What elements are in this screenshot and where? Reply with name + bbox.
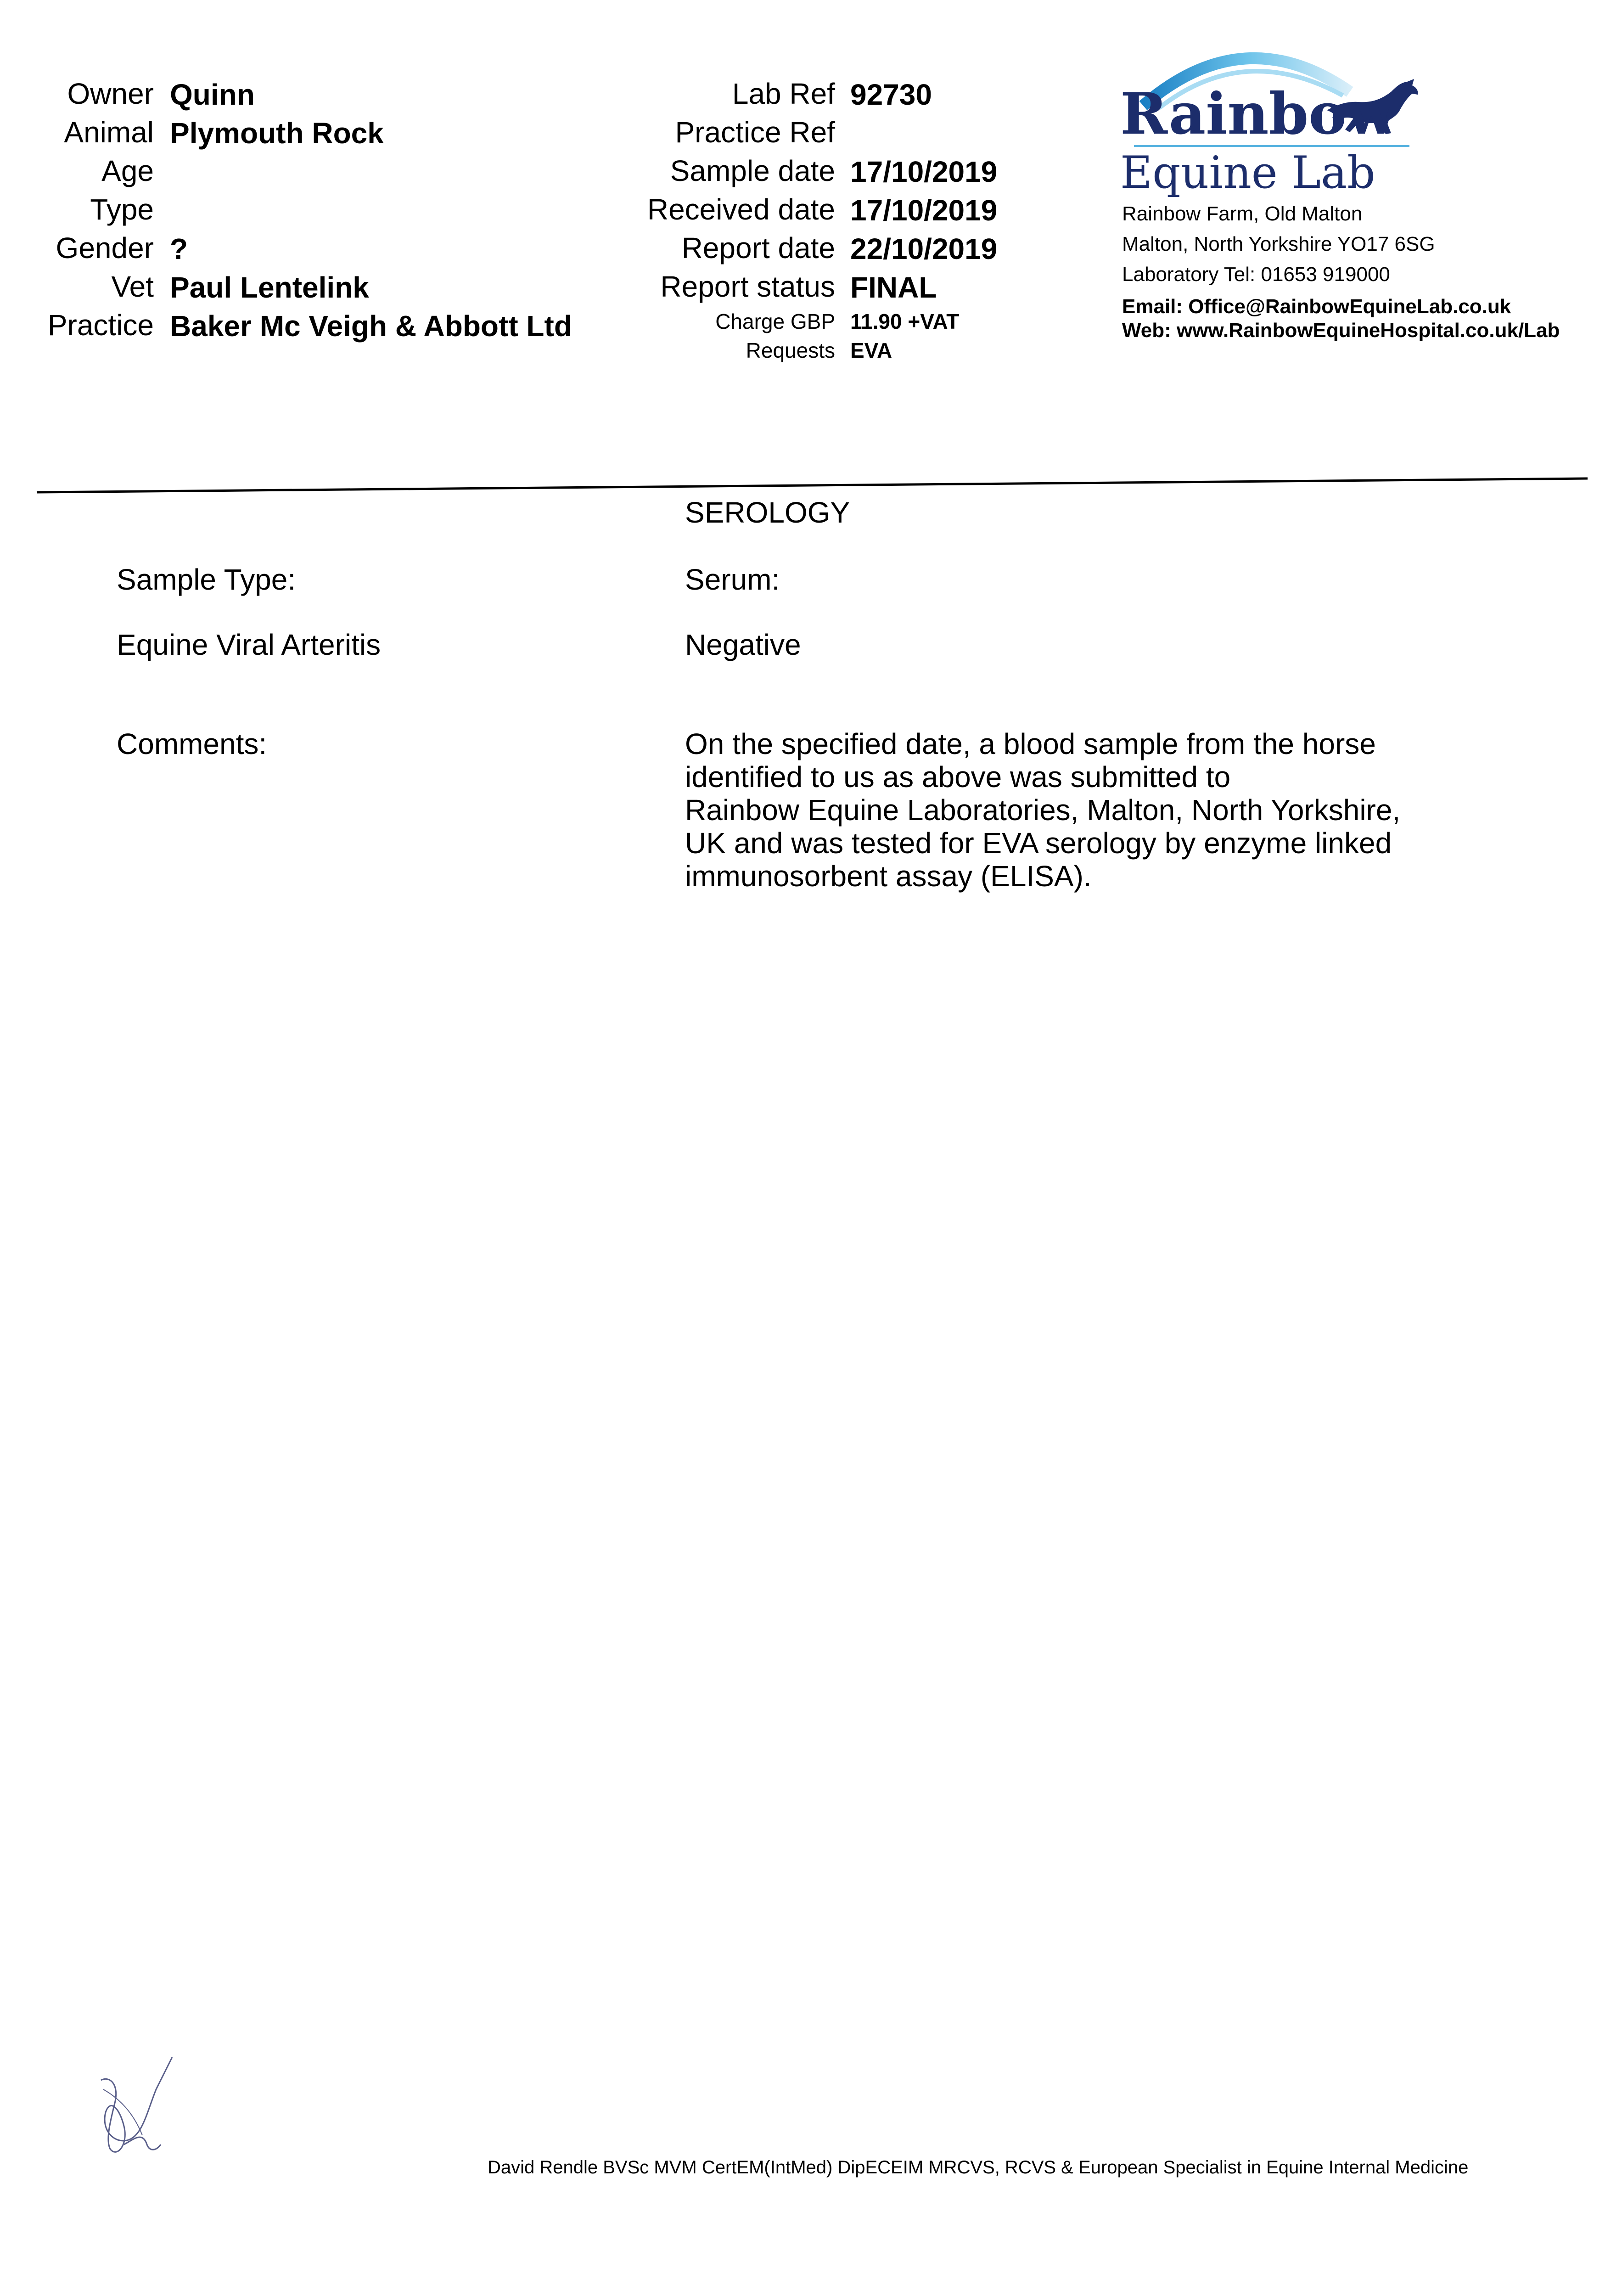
section-title: SEROLOGY: [685, 496, 850, 529]
report-date-value: 22/10/2019: [850, 232, 998, 265]
owner-label: Owner: [67, 77, 154, 110]
report-status-label: Report status: [660, 270, 835, 303]
vet-value: Paul Lentelink: [170, 271, 369, 304]
address-line-2: Malton, North Yorkshire YO17 6SG: [1122, 233, 1435, 255]
comments-label: Comments:: [117, 727, 267, 760]
test-name: Equine Viral Arteritis: [117, 628, 381, 661]
comment-line: UK and was tested for EVA serology by enzyme linked: [685, 827, 1392, 860]
received-date-label: Received date: [647, 193, 835, 226]
handwritten-signature: [92, 2053, 184, 2163]
lab-ref-value: 92730: [850, 78, 932, 111]
comment-line: identified to us as above was submitted to: [685, 760, 1231, 793]
animal-value: Plymouth Rock: [170, 117, 384, 150]
signatory-credentials: David Rendle BVSc MVM CertEM(IntMed) DipECEIM MRCVS, RCVS & European Specialist in Equine Internal Medicine: [488, 2157, 1469, 2178]
sample-type-label: Sample Type:: [117, 563, 296, 596]
report-status-value: FINAL: [850, 271, 937, 304]
comments-text: [685, 727, 1465, 893]
animal-label: Animal: [64, 116, 154, 149]
owner-value: Quinn: [170, 78, 255, 111]
address-line-1: Rainbow Farm, Old Malton: [1122, 203, 1363, 225]
lab-web-link[interactable]: Web: www.RainbowEquineHospital.co.uk/Lab: [1122, 319, 1560, 342]
comment-line: immunosorbent assay (ELISA).: [685, 860, 1092, 893]
gender-label: Gender: [56, 231, 154, 264]
report-date-label: Report date: [681, 231, 835, 264]
sample-type-value: Serum:: [685, 563, 780, 596]
sample-date-value: 17/10/2019: [850, 155, 998, 188]
lab-ref-label: Lab Ref: [732, 77, 835, 110]
test-result: Negative: [685, 628, 801, 661]
sample-date-label: Sample date: [670, 154, 835, 187]
logo-rainbow: Rainbow: [1120, 81, 1396, 147]
logo-equine-lab: Equine Lab: [1120, 147, 1375, 198]
received-date-value: 17/10/2019: [850, 194, 998, 227]
comment-line: Rainbow Equine Laboratories, Malton, North Yorkshire,: [685, 793, 1401, 827]
comment-line: On the specified date, a blood sample from the horse: [685, 727, 1376, 760]
practice-value: Baker Mc Veigh & Abbott Ltd: [170, 310, 572, 343]
type-label: Type: [90, 193, 154, 226]
requests-label: Requests: [746, 338, 835, 362]
lab-email-link[interactable]: Email: Office@RainbowEquineLab.co.uk: [1122, 295, 1511, 318]
gender-value: ?: [170, 232, 188, 265]
practice-ref-label: Practice Ref: [675, 116, 835, 149]
practice-label: Practice: [47, 309, 154, 342]
requests-value: EVA: [850, 338, 892, 362]
charge-value: 11.90 +VAT: [850, 310, 960, 333]
age-label: Age: [101, 154, 154, 187]
lab-telephone: Laboratory Tel: 01653 919000: [1122, 263, 1390, 286]
vet-label: Vet: [111, 270, 154, 303]
header-divider: [0, 473, 1622, 496]
charge-label: Charge GBP: [715, 310, 835, 333]
